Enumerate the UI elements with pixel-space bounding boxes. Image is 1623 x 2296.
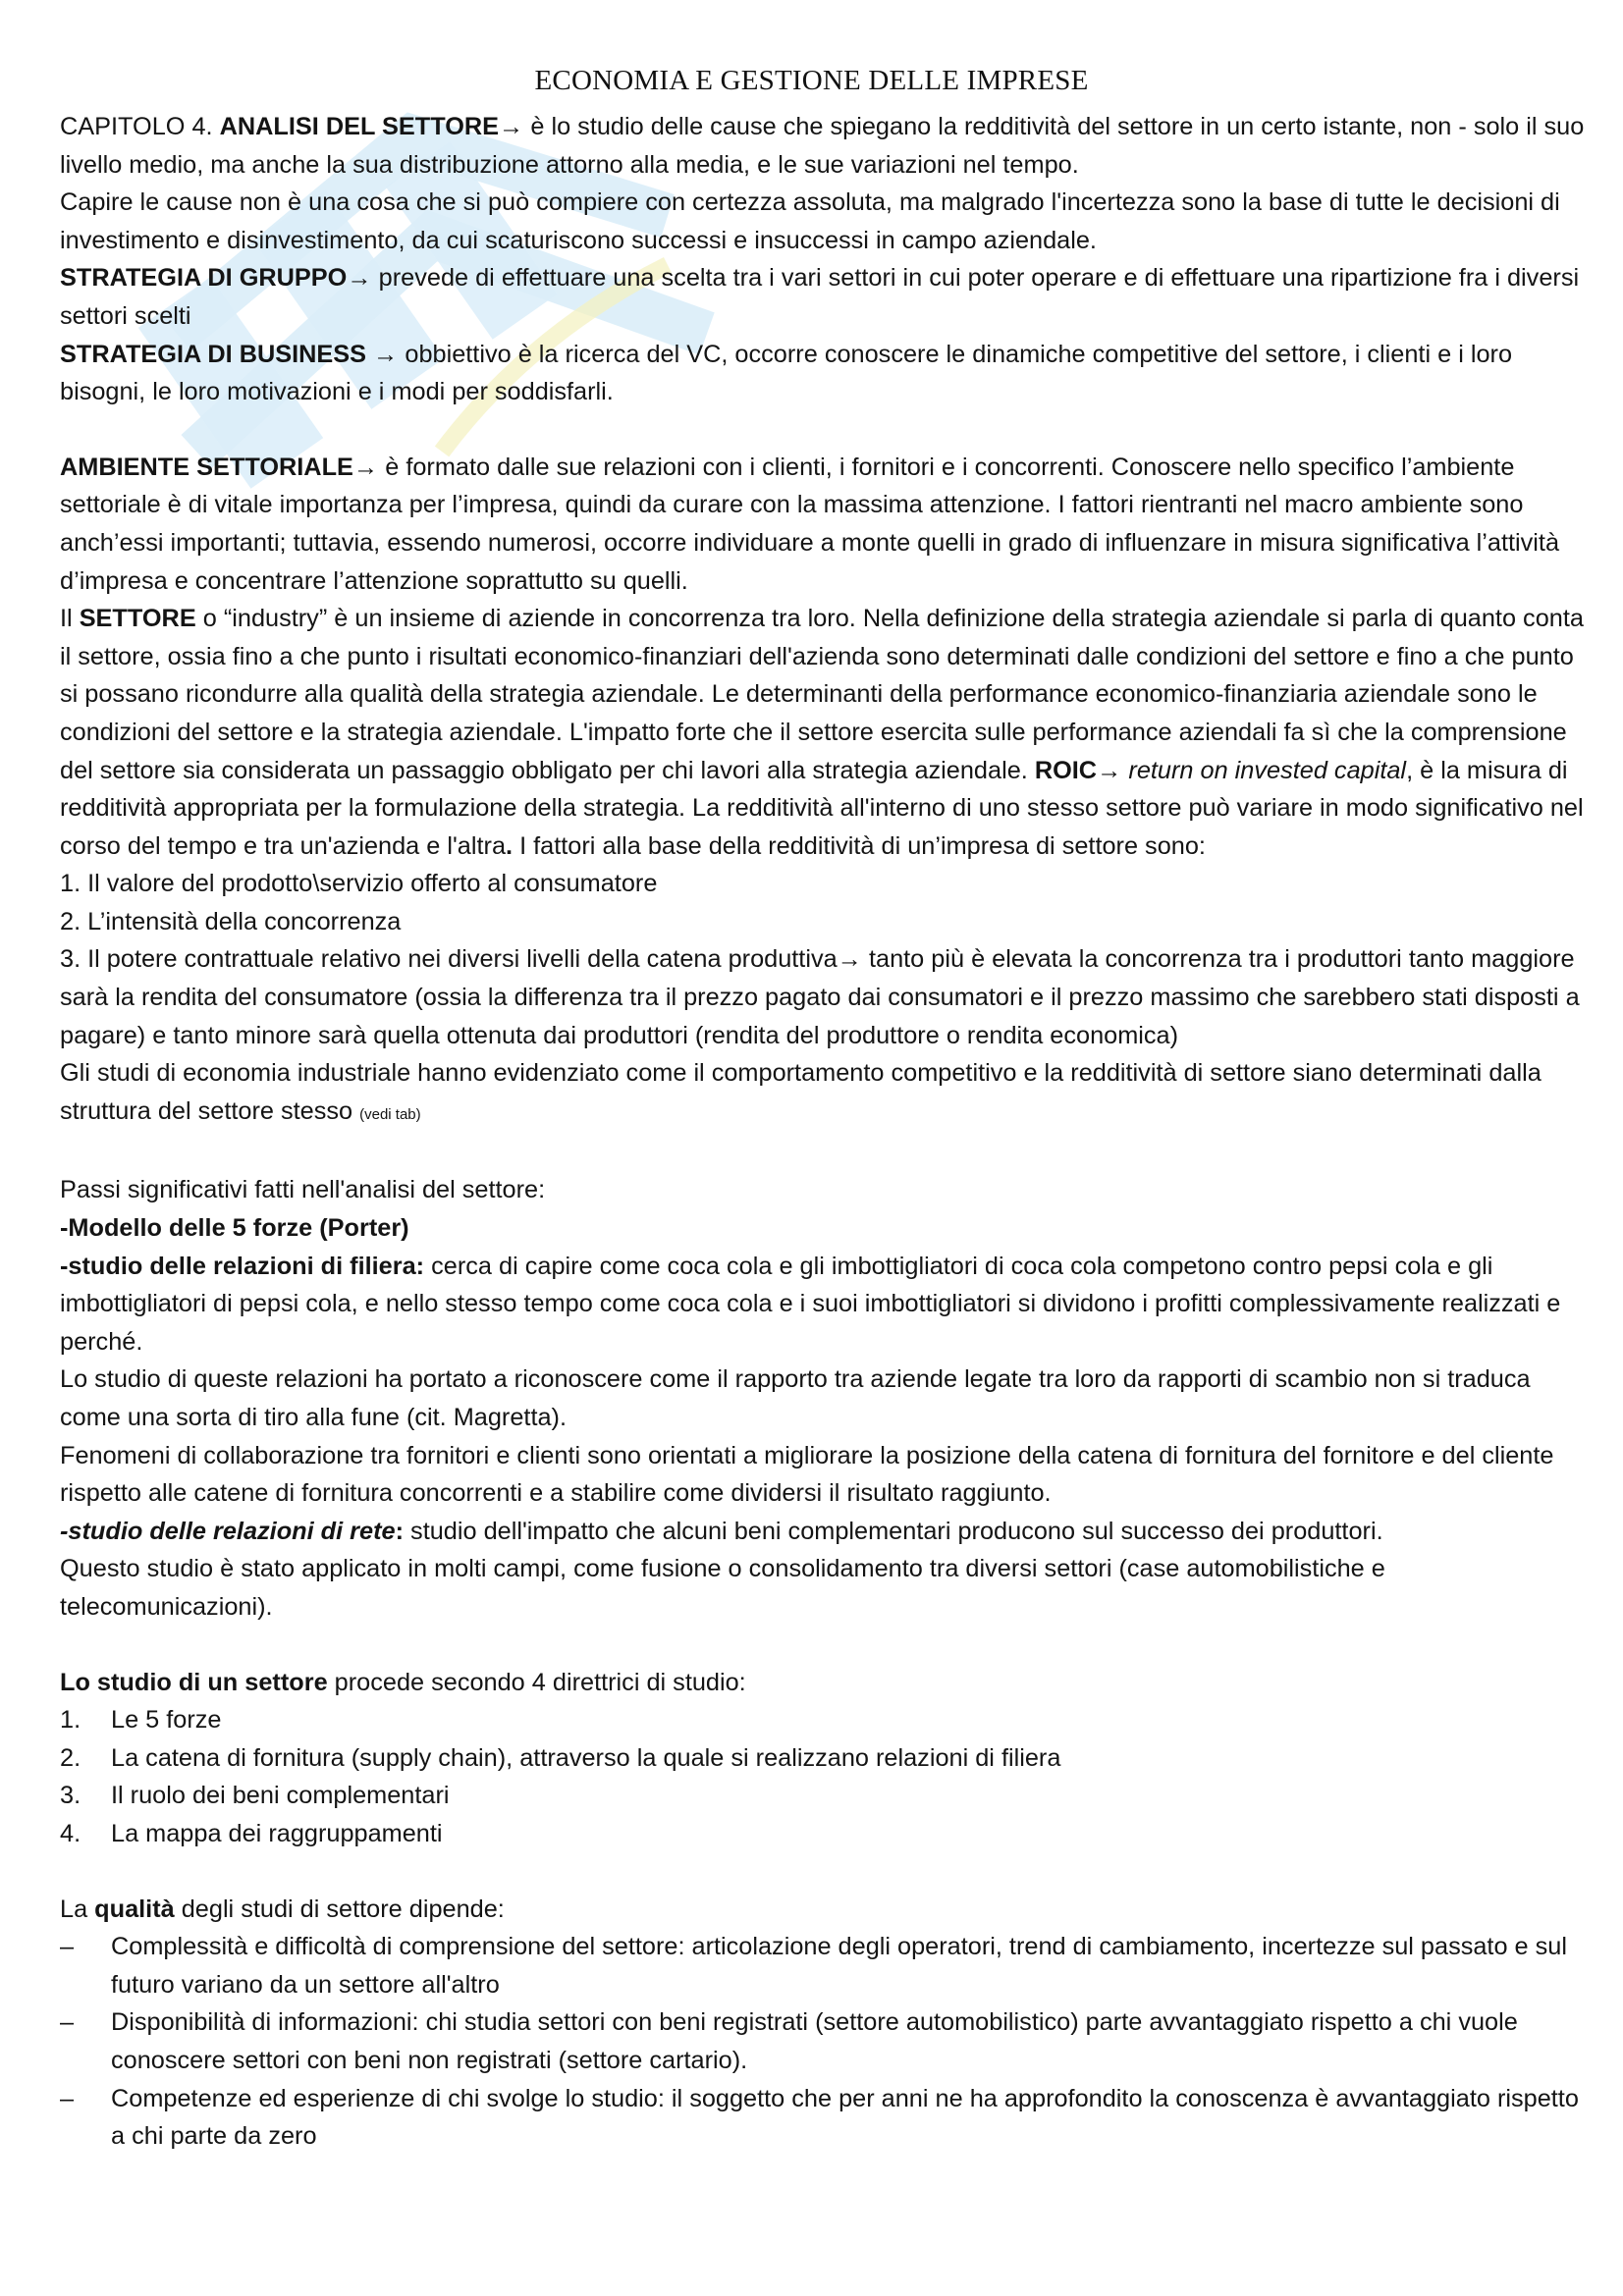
arrow-icon: → — [1097, 756, 1129, 784]
strategia-gruppo-text: → prevede di effettuare una scelta tra i vari settori in cui poter operare e di effettuare una ripartizione fra i diversi settori scelti — [60, 264, 1580, 330]
term-rete: -studio delle relazioni di rete — [60, 1517, 396, 1545]
document-body — [60, 108, 1592, 2156]
list-number: 1. — [60, 1706, 81, 1735]
list-item — [60, 1815, 1592, 1853]
modello-text: -Modello delle 5 forze (Porter) — [60, 1214, 409, 1243]
arrow-icon: → — [499, 113, 524, 140]
term-roic: ROIC — [1034, 756, 1098, 784]
paragraph-ambiente — [60, 449, 1592, 600]
intro-text: è lo studio delle cause che spiegano la redditività del settore in un certo istante, non - solo il suo livello medio, ma anche la sua distribuzione attorno alla media, e le sue variazioni nel tempo. — [60, 113, 1585, 179]
settore-dot: . — [506, 831, 514, 860]
note-vedi-tab: (vedi tab) — [359, 1105, 421, 1123]
list-item — [60, 1701, 1592, 1739]
list-item — [60, 1928, 1592, 2003]
dash-bullet: – — [60, 2008, 75, 2037]
studi-text: Gli studi di economia industriale hanno evidenziato come il comportamento competitivo e la redditività di settore siano determinati dalla struttura del settore stesso — [60, 1059, 1542, 1125]
paragraph-qualita — [60, 1891, 1592, 1929]
list-item-fattore-1: 1. Il valore del prodotto\servizio offerto al consumatore — [60, 870, 658, 898]
dash-bullet: – — [60, 1933, 75, 1961]
rete-colon: : — [395, 1517, 405, 1545]
list-text: Disponibilità di informazioni: chi studia settori con beni registrati (settore automobilistico) parte avvantaggiato rispetto a chi vuole conoscere settori con beni non registrati (settore cartario). — [111, 2008, 1518, 2074]
direttrici-text: procede secondo 4 direttrici di studio: — [327, 1668, 746, 1696]
list-number: 3. — [60, 1782, 81, 1810]
term-strategia-gruppo: STRATEGIA DI GRUPPO — [60, 264, 348, 293]
ambiente-text: → è formato dalle sue relazioni con i clienti, i fornitori e i concorrenti. Conoscere nello specifico l’ambiente settoriale è di vitale importanza per l’impresa, quindi da curare con la massima attenzione. I fattori rientranti nel macro ambiente sono anch’essi importanti; tuttavia, essendo numerosi, occorre individuare a monte quelli in grado di influenzare in misura significativa l’attività d’impresa e concentrare l’attenzione soprattutto su quelli. — [60, 453, 1560, 595]
spacer — [60, 1134, 1592, 1171]
settore-pre: Il — [60, 605, 80, 633]
list-item — [60, 2080, 1592, 2156]
paragraph-rete — [60, 1513, 1592, 1551]
term-filiera: -studio delle relazioni di filiera: — [60, 1252, 425, 1280]
paragraph-causes: Capire le cause non è una cosa che si può compiere con certezza assoluta, ma malgrado l'incertezza sono la base di tutte le decisioni di investimento e disinvestimento, da cui scaturiscono successi e insuccessi in campo aziendale. — [60, 188, 1560, 254]
paragraph-studi — [60, 1054, 1592, 1134]
qualita-pre: La — [60, 1895, 95, 1923]
list-number: 4. — [60, 1819, 81, 1847]
paragraph-passi: Passi significativi fatti nell'analisi del settore: — [60, 1176, 546, 1204]
paragraph-relazioni: Lo studio di queste relazioni ha portato a riconoscere come il rapporto tra aziende legate tra loro da rapporti di scambio non si traduca come una sorta di tiro alla fune (cit. Magretta). — [60, 1365, 1531, 1431]
list-text: La mappa dei raggruppamenti — [111, 1819, 443, 1847]
list-item — [60, 1739, 1592, 1778]
qualita-text: degli studi di settore dipende: — [174, 1895, 505, 1923]
paragraph-filiera — [60, 1248, 1592, 1362]
spacer — [60, 1853, 1592, 1891]
settore-text-3: I fattori alla base della redditività di un’impresa di settore sono: — [513, 831, 1206, 860]
chapter-label: CAPITOLO 4. — [60, 113, 220, 140]
paragraph-strategia-business — [60, 336, 1592, 411]
term-analisi-settore: ANALISI DEL SETTORE — [219, 113, 500, 140]
list-item-fattore-3: 3. Il potere contrattuale relativo nei diversi livelli della catena produttiva→ tanto più è elevata la concorrenza tra i produttori tanto maggiore sarà la rendita del consumatore (ossia la differenza tra il prezzo pagato dai consumatori e il prezzo massimo che sarebbero stati disposti a pagare) e tanto minore sarà quella ottenuta dai produttori (rendita del produttore o rendita economica) — [60, 945, 1580, 1049]
list-item-fattore-2: 2. L’intensità della concorrenza — [60, 907, 402, 935]
term-studio-settore: Lo studio di un settore — [60, 1668, 328, 1696]
settore-text-2: , è la misura di redditività appropriata per la formulazione della strategia. La redditività all'interno di uno stesso settore può variare in modo significativo nel corso del tempo e tra un'azienda e l'altra — [60, 756, 1584, 860]
paragraph-direttrici — [60, 1664, 1592, 1702]
paragraph-intro — [60, 108, 1592, 184]
term-strategia-business: STRATEGIA DI BUSINESS — [60, 340, 367, 368]
paragraph-questo-studio: Questo studio è stato applicato in molti campi, come fusione o consolidamento tra diversi settori (case automobilistiche e telecomunicazioni). — [60, 1555, 1385, 1621]
paragraph-fenomeni: Fenomeni di collaborazione tra fornitori e clienti sono orientati a migliorare la posizione della catena di fornitura del fornitore e del cliente rispetto alle catene di fornitura concorrenti e a stabilire come dividersi il risultato raggiunto. — [60, 1441, 1554, 1508]
paragraph-strategia-gruppo — [60, 259, 1592, 335]
term-qualita: qualità — [94, 1895, 175, 1923]
list-item — [60, 1777, 1592, 1815]
list-text: Le 5 forze — [111, 1706, 222, 1735]
list-item — [60, 2003, 1592, 2079]
list-text: Complessità e difficoltà di comprensione del settore: articolazione degli operatori, trend di cambiamento, incertezze sul passato e sul futuro variano da un settore all'altro — [111, 1933, 1567, 1999]
qualita-list — [60, 1928, 1592, 2156]
list-text: La catena di fornitura (supply chain), attraverso la quale si realizzano relazioni di filiera — [111, 1743, 1061, 1772]
term-ambiente-settoriale: AMBIENTE SETTORIALE — [60, 453, 353, 481]
list-text: Il ruolo dei beni complementari — [111, 1782, 450, 1810]
direttrici-list — [60, 1701, 1592, 1852]
roic-definition: return on invested capital — [1128, 756, 1407, 784]
page-title: ECONOMIA E GESTIONE DELLE IMPRESE — [534, 65, 1089, 96]
term-settore: SETTORE — [79, 605, 196, 633]
heading-modello-5-forze — [60, 1209, 1592, 1248]
spacer — [60, 1627, 1592, 1664]
dash-bullet: – — [60, 2084, 75, 2112]
settore-text-1: o “industry” è un insieme di aziende in concorrenza tra loro. Nella definizione della strategia aziendale si parla di quanto conta il settore, ossia fino a che punto i risultati economico-finanziari dell'azienda sono determinati dalle condizioni del settore e fino a che punto si possano ricondurre alla qualità della strategia aziendale. Le determinanti della performance economico-finanziaria aziendale sono le condizioni del settore e la strategia aziendale. L'impatto forte che il settore esercita sulle performance aziendali fa sì che la comprensione del settore sia considerata un passaggio obbligato per chi lavori alla strategia aziendale. — [60, 605, 1584, 784]
spacer — [60, 411, 1592, 449]
rete-text: studio dell'impatto che alcuni beni complementari producono sul successo dei produttori. — [404, 1517, 1383, 1545]
paragraph-settore — [60, 600, 1592, 865]
filiera-text: cerca di capire come coca cola e gli imbottigliatori di coca cola competono contro pepsi cola e gli imbottigliatori di pepsi cola, e nello stesso tempo come coca cola e i suoi imbottigliatori si dividono i profitti complessivamente realizzati e perché. — [60, 1252, 1561, 1356]
list-text: Competenze ed esperienze di chi svolge lo studio: il soggetto che per anni ne ha approfondito la conoscenza è avvantaggiato rispetto a chi parte da zero — [111, 2084, 1579, 2151]
strategia-business-text: → obbiettivo è la ricerca del VC, occorre conoscere le dinamiche competitive del settore, i clienti e i loro bisogni, le loro motivazioni e i modi per soddisfarli. — [60, 340, 1513, 406]
list-number: 2. — [60, 1743, 81, 1772]
